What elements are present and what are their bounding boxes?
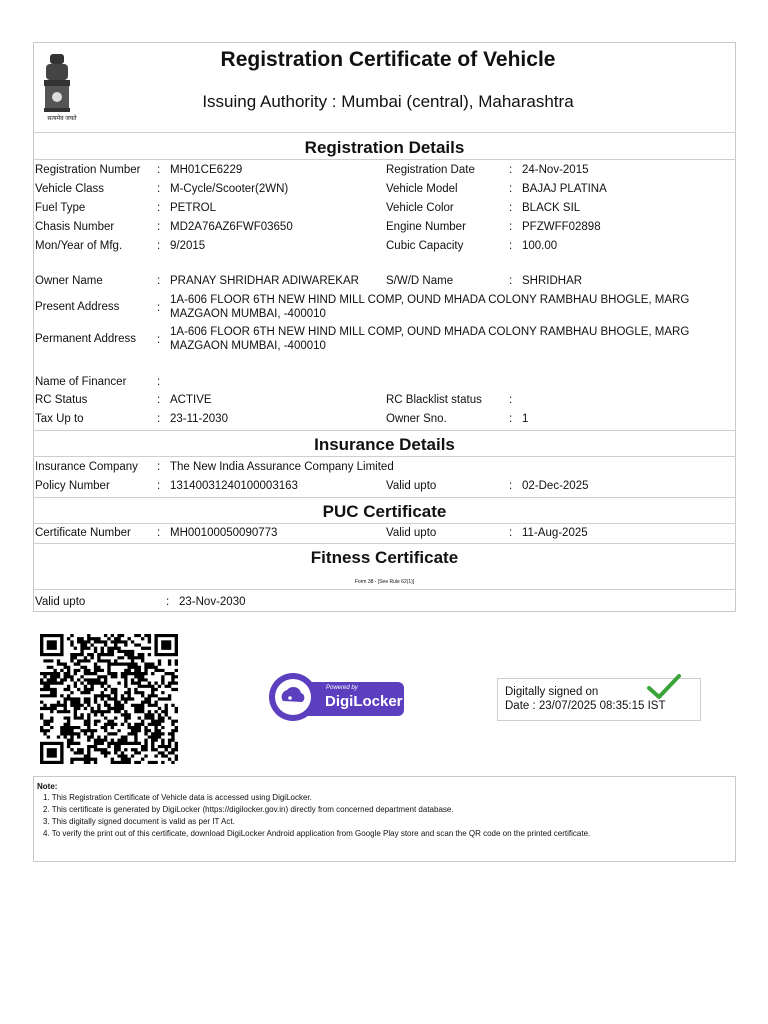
issuing-authority: Issuing Authority : Mumbai (central), Maharashtra [202, 92, 574, 111]
digilocker-brand: DigiLocker [325, 693, 403, 710]
field-label: Valid upto [386, 527, 437, 539]
colon: : [157, 334, 161, 346]
field-label: Vehicle Class [35, 183, 105, 195]
field-label: Registration Date [386, 164, 475, 176]
field-label: Fuel Type [35, 202, 86, 214]
field-label: Insurance Company [35, 461, 138, 473]
field-label: Owner Sno. [386, 413, 447, 425]
field-label: Engine Number [386, 221, 466, 233]
divider [33, 430, 736, 431]
colon: : [509, 480, 513, 492]
chasis-number-value: MD2A76AZ6FWF03650 [170, 221, 293, 233]
field-label: Vehicle Color [386, 202, 454, 214]
colon: : [509, 221, 513, 233]
field-label: RC Status [35, 394, 88, 406]
field-label: Name of Financer [35, 376, 127, 388]
colon: : [157, 480, 161, 492]
colon: : [509, 164, 513, 176]
divider [33, 456, 736, 457]
colon: : [157, 376, 161, 388]
note-item: 2. This certificate is generated by DigiLocker (https://digilocker.gov.in) directly from concerned department database. [43, 805, 454, 814]
vehicle-class-value: M-Cycle/Scooter(2WN) [170, 183, 289, 195]
colon: : [157, 240, 161, 252]
puc-certificate-heading: PUC Certificate [322, 502, 447, 521]
divider [33, 523, 736, 524]
owner-name-value: PRANAY SHRIDHAR ADIWAREKAR [170, 275, 359, 287]
fitness-valid-value: 23-Nov-2030 [179, 596, 246, 608]
registration-number-value: MH01CE6229 [170, 164, 243, 176]
checkmark-icon [647, 674, 681, 700]
rc-status-value: ACTIVE [170, 394, 212, 406]
colon: : [157, 164, 161, 176]
form-38-note: Form 38 - [See Rule 62(1)] [354, 579, 415, 585]
engine-number-value: PFZWFF02898 [522, 221, 601, 233]
field-label: Valid upto [35, 596, 86, 608]
field-label: S/W/D Name [386, 275, 454, 287]
cubic-capacity-value: 100.00 [522, 240, 558, 252]
colon: : [509, 394, 513, 406]
present-address-value: 1A-606 FLOOR 6TH NEW HIND MILL COMP, OUND MHADA COLONY RAMBHAU BHOGLE, MARG MAZGAON MUMBAI, -400010 [170, 294, 690, 320]
puc-certificate-number-value: MH00100050090773 [170, 527, 278, 539]
colon: : [157, 527, 161, 539]
divider [33, 132, 736, 133]
field-label: Owner Name [35, 275, 103, 287]
digilocker-badge [268, 672, 405, 722]
colon: : [157, 302, 161, 314]
puc-valid-value: 11-Aug-2025 [522, 527, 588, 539]
swd-name-value: SHRIDHAR [522, 275, 583, 287]
colon: : [509, 202, 513, 214]
colon: : [509, 275, 513, 287]
colon: : [157, 221, 161, 233]
field-label: Tax Up to [35, 413, 84, 425]
colon: : [509, 240, 513, 252]
vehicle-model-value: BAJAJ PLATINA [522, 183, 607, 195]
field-label: Present Address [35, 301, 120, 313]
field-label: Policy Number [35, 480, 110, 492]
document-title: Registration Certificate of Vehicle [220, 48, 556, 71]
colon: : [509, 183, 513, 195]
emblem-motto: सत्यमेव जयते [47, 116, 77, 122]
registration-details-heading: Registration Details [304, 138, 465, 157]
mfg-date-value: 9/2015 [170, 240, 206, 252]
field-label: Certificate Number [35, 527, 131, 539]
colon: : [509, 527, 513, 539]
notes-heading: Note: [37, 782, 58, 791]
insurance-details-heading: Insurance Details [314, 435, 455, 454]
colon: : [157, 183, 161, 195]
owner-sno-value: 1 [522, 413, 529, 425]
colon: : [157, 275, 161, 287]
note-item: 4. To verify the print out of this certificate, download DigiLocker Android application from Google Play store and scan the QR code on the printed certificate. [43, 829, 591, 838]
registration-date-value: 24-Nov-2015 [522, 164, 589, 176]
field-label: Registration Number [35, 164, 141, 176]
qr-code [40, 634, 178, 764]
field-label: Cubic Capacity [386, 240, 464, 252]
colon: : [157, 413, 161, 425]
fitness-certificate-heading: Fitness Certificate [310, 548, 459, 567]
colon: : [509, 413, 513, 425]
field-label: Mon/Year of Mfg. [35, 240, 123, 252]
colon: : [157, 202, 161, 214]
policy-number-value: 13140031240100003163 [170, 480, 298, 492]
signature-date: Date : 23/07/2025 08:35:15 IST [505, 700, 666, 712]
field-label: RC Blacklist status [386, 394, 482, 406]
colon: : [157, 461, 161, 473]
permanent-address-value: 1A-606 FLOOR 6TH NEW HIND MILL COMP, OUND MHADA COLONY RAMBHAU BHOGLE, MARG MAZGAON MUMBAI, -400010 [170, 326, 690, 352]
divider [33, 159, 736, 160]
insurance-company-value: The New India Assurance Company Limited [170, 461, 394, 473]
colon: : [166, 596, 170, 608]
vehicle-color-value: BLACK SIL [522, 202, 581, 214]
field-label: Valid upto [386, 480, 437, 492]
tax-upto-value: 23-11-2030 [170, 413, 228, 425]
fuel-type-value: PETROL [170, 202, 217, 214]
colon: : [157, 394, 161, 406]
signed-on-label: Digitally signed on [505, 686, 599, 698]
insurance-valid-value: 02-Dec-2025 [522, 480, 589, 492]
note-item: 1. This Registration Certificate of Vehicle data is accessed using DigiLocker. [43, 793, 312, 802]
field-label: Permanent Address [35, 333, 137, 345]
powered-by-text: Powered by [326, 685, 358, 691]
note-item: 3. This digitally signed document is valid as per IT Act. [43, 817, 235, 826]
divider [33, 497, 736, 498]
field-label: Vehicle Model [386, 183, 458, 195]
divider [33, 543, 736, 544]
field-label: Chasis Number [35, 221, 115, 233]
divider [33, 589, 736, 590]
